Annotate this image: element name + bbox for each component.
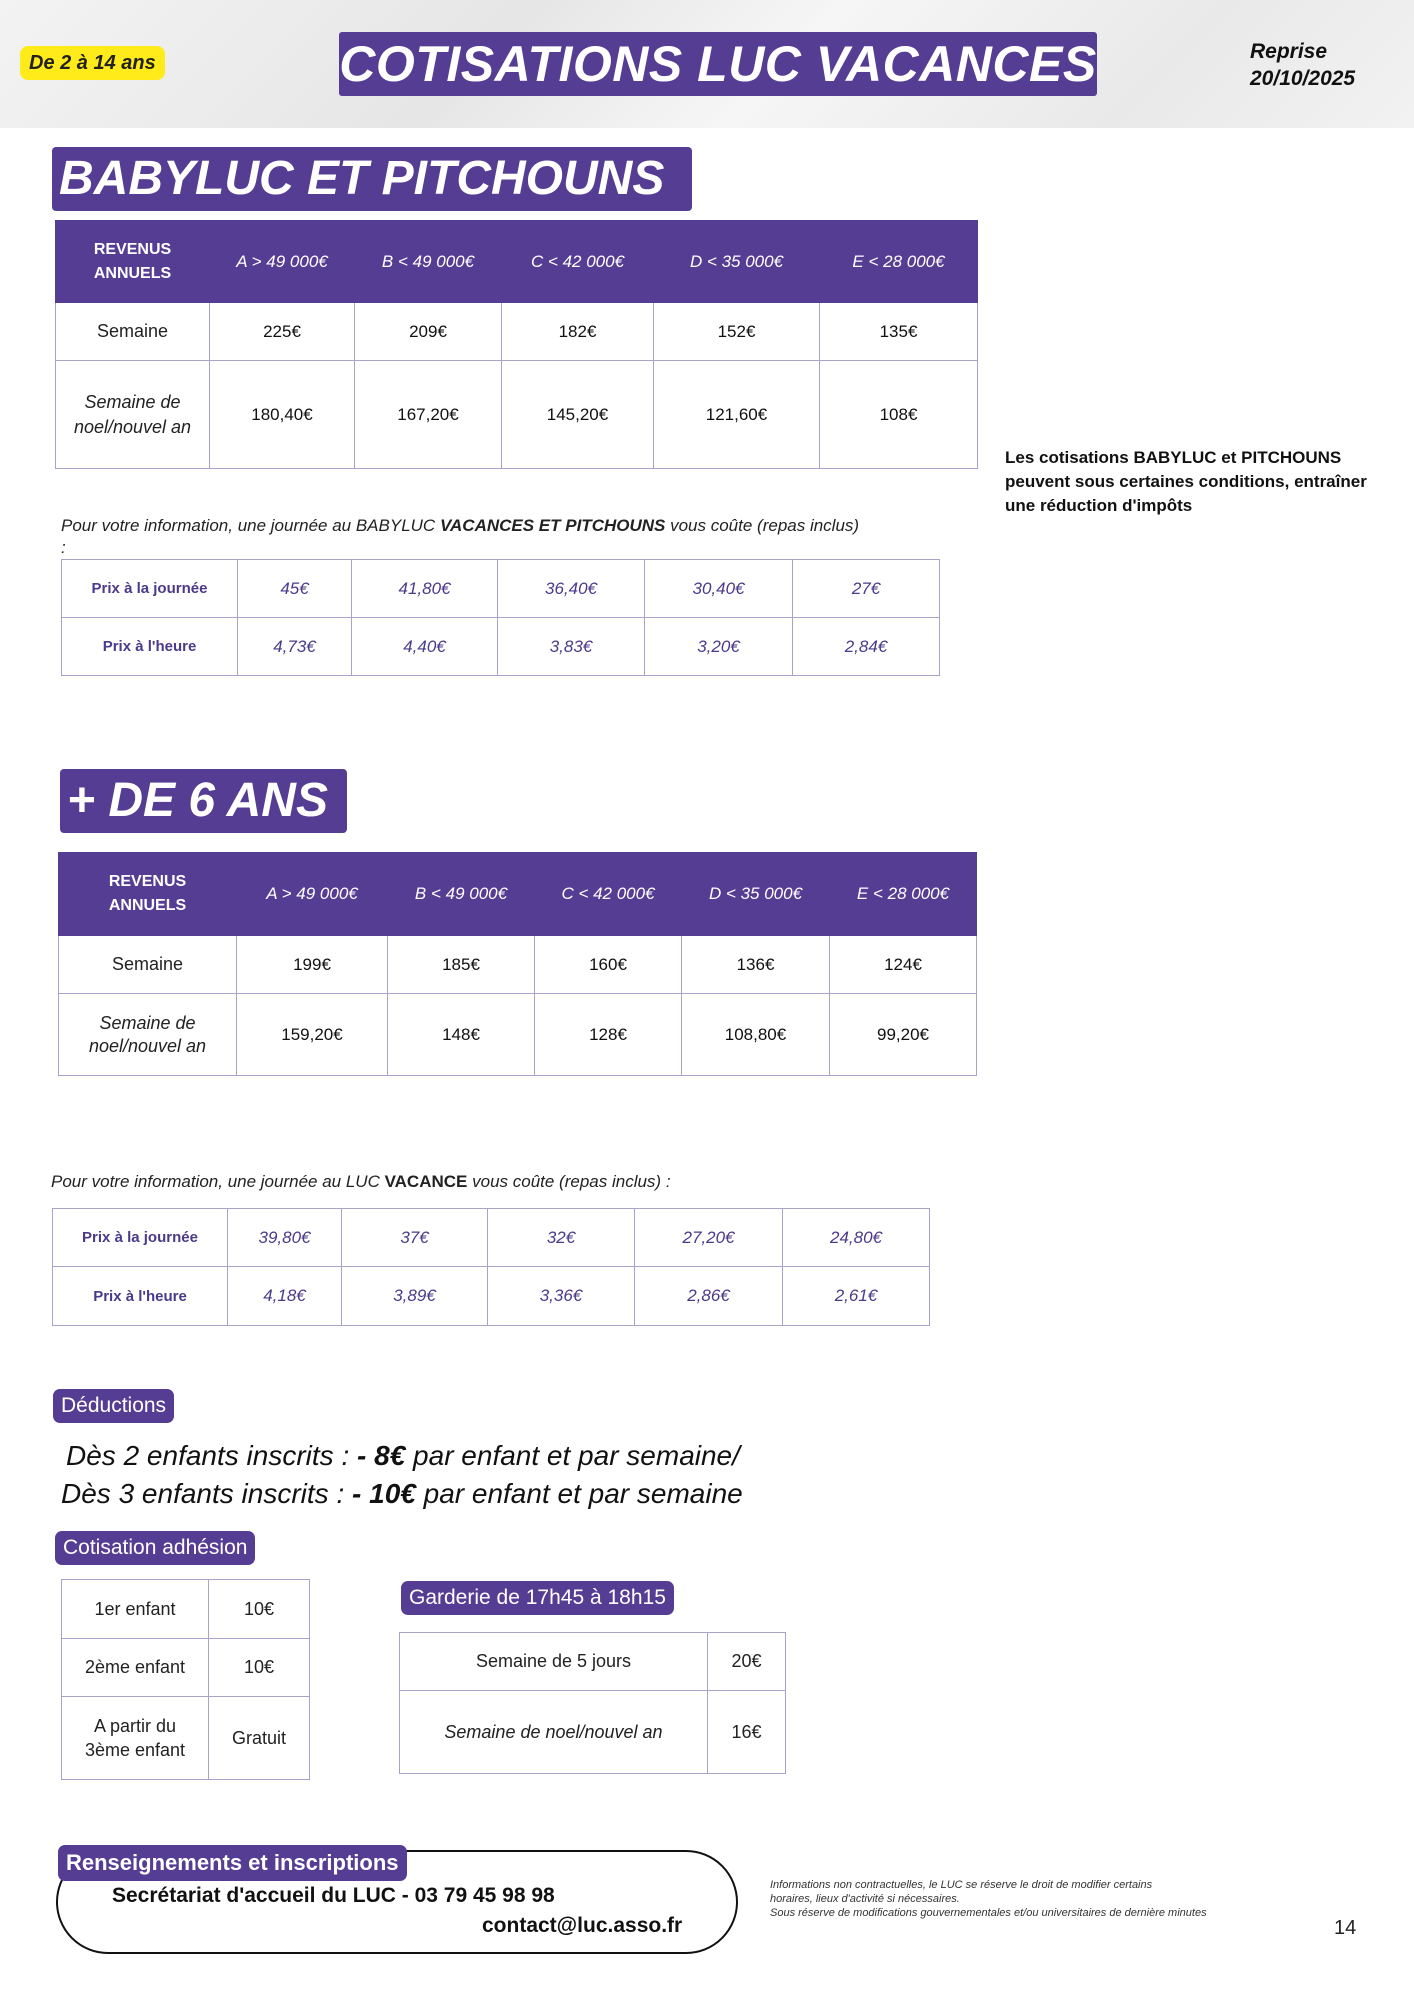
annuels-label: ANNUELS [93,264,172,282]
revenus-label: REVENUS [108,873,187,890]
reprise-value: 20/10/2025 [1250,67,1356,90]
table-header-row [56,221,978,303]
bracket-header: C < 42 000€ [502,221,654,303]
row-label: 1er enfant [62,1580,209,1639]
disclaimer-line: horaires, lieux d'activité si nécessaires. [770,1893,960,1905]
row-label: Semaine de noel/nouvel an [400,1691,708,1774]
price-cell: 99,20€ [830,994,977,1076]
price-cell: 4,18€ [228,1267,342,1326]
price-cell: 128€ [535,994,682,1076]
contact-phone: Secrétariat d'accueil du LUC - 03 79 45 98 98 [112,1884,555,1907]
annuels-label: ANNUELS [108,897,187,914]
price-cell: 136€ [682,936,830,994]
deduction-line-3-children [61,1478,743,1510]
price-cell: 3,36€ [488,1267,635,1326]
price-cell: 159,20€ [237,994,388,1076]
price-cell: 108€ [820,361,978,469]
price-cell: 36,40€ [498,560,645,618]
garderie-table [399,1632,786,1774]
bracket-header: B < 49 000€ [388,853,535,936]
page-title: COTISATIONS LUC VACANCES [339,32,1097,96]
table-row [59,936,977,994]
price-cell: 2,86€ [635,1267,783,1326]
price-cell: 3,20€ [645,618,793,676]
page-number: 14 [1334,1917,1357,1939]
reprise-date [1250,38,1355,92]
plus6-daily-table [52,1208,930,1326]
price-cell: 45€ [238,560,352,618]
reprise-label: Reprise [1250,40,1328,63]
deduction-line-2-children [66,1440,740,1472]
tax-reduction-note: Les cotisations BABYLUC et PITCHOUNS peuvent sous certaines conditions, entraîner une réduction d'impôts [1005,448,1367,515]
table-row [56,303,978,361]
table-row [62,618,940,676]
price-cell: 185€ [388,936,535,994]
price-cell: 121,60€ [654,361,820,469]
table-row [62,560,940,618]
price-cell: 182€ [502,303,654,361]
price-cell: 124€ [830,936,977,994]
bracket-header: B < 49 000€ [355,221,502,303]
table-row [62,1697,310,1780]
info-bold: VACANCE [384,1172,468,1191]
row-label: Prix à la journée [62,560,238,618]
section-title-babyluc: BABYLUC ET PITCHOUNS [52,147,692,211]
row-label: 2ème enfant [62,1639,209,1697]
price-cell: 30,40€ [645,560,793,618]
price-cell: 37€ [342,1209,488,1267]
adhesion-table [61,1579,310,1780]
price-cell: 152€ [654,303,820,361]
info-suffix: vous coûte (repas inclus) [665,516,860,535]
price-cell: 27,20€ [635,1209,783,1267]
price-cell: 24,80€ [783,1209,930,1267]
deduction-prefix: Dès 3 enfants inscrits : [61,1478,353,1509]
row-label: Prix à l'heure [62,618,238,676]
table-row [59,994,977,1076]
contact-email[interactable]: contact@luc.asso.fr [482,1914,683,1937]
table-row [400,1633,786,1691]
price-cell: 209€ [355,303,502,361]
deduction-amount: - 10€ [352,1478,416,1509]
info-prefix: Pour votre information, une journée au LUC [51,1172,385,1191]
disclaimer-line: Sous réserve de modifications gouvernementales et/ou universitaires de dernière minutes [770,1907,1207,1919]
price-cell: 10€ [209,1639,310,1697]
price-cell: 167,20€ [355,361,502,469]
bracket-header: E < 28 000€ [820,221,978,303]
price-cell: 2,84€ [793,618,940,676]
price-cell: 3,83€ [498,618,645,676]
bracket-header: C < 42 000€ [535,853,682,936]
info-colon: : [61,538,66,557]
table-row [53,1209,930,1267]
price-cell: 4,40€ [352,618,498,676]
price-cell: 2,61€ [783,1267,930,1326]
price-cell: 160€ [535,936,682,994]
revenus-label: REVENUS [93,240,172,258]
row-label: Semaine [59,936,237,994]
price-cell: 39,80€ [228,1209,342,1267]
price-cell: 4,73€ [238,618,352,676]
revenus-header [59,853,237,936]
babyluc-info-text [61,515,1011,559]
price-cell: 199€ [237,936,388,994]
price-cell: 108,80€ [682,994,830,1076]
plus6-info-text [51,1172,951,1192]
babyluc-daily-table [61,559,940,676]
price-cell: 32€ [488,1209,635,1267]
deduction-amount: - 8€ [357,1440,406,1471]
price-cell: 135€ [820,303,978,361]
row-label: Semaine de 5 jours [400,1633,708,1691]
bracket-header: A > 49 000€ [237,853,388,936]
bracket-header: D < 35 000€ [654,221,820,303]
deduction-suffix: par enfant et par semaine [415,1478,743,1509]
price-cell: 41,80€ [352,560,498,618]
price-cell: 20€ [708,1633,786,1691]
age-badge: De 2 à 14 ans [20,46,165,80]
disclaimer-line: Informations non contractuelles, le LUC se réserve le droit de modifier certains [770,1879,1153,1891]
babyluc-rates-table [55,220,978,469]
price-cell: 225€ [210,303,355,361]
info-prefix: Pour votre information, une journée au BABYLUC [61,516,440,535]
price-cell: 180,40€ [210,361,355,469]
table-row [62,1639,310,1697]
section-title-plus6: + DE 6 ANS [60,769,347,833]
bracket-header: A > 49 000€ [210,221,355,303]
table-row [56,361,978,469]
info-suffix: vous coûte (repas inclus) : [467,1172,671,1191]
garderie-title: Garderie de 17h45 à 18h15 [401,1581,674,1615]
table-row [53,1267,930,1326]
price-cell: 27€ [793,560,940,618]
contact-title: Renseignements et inscriptions [58,1845,407,1881]
revenus-header [56,221,210,303]
row-label: A partir du 3ème enfant [62,1697,209,1780]
info-bold: VACANCES ET PITCHOUNS [439,516,666,535]
deduction-suffix: par enfant et par semaine/ [405,1440,740,1471]
row-label: Prix à l'heure [53,1267,228,1326]
adhesion-title: Cotisation adhésion [55,1531,255,1565]
table-header-row [59,853,977,936]
disclaimer [770,1878,1330,1920]
table-row [400,1691,786,1774]
price-cell: 16€ [708,1691,786,1774]
price-cell: 148€ [388,994,535,1076]
row-label: Prix à la journée [53,1209,228,1267]
bracket-header: E < 28 000€ [830,853,977,936]
row-label: Semaine de noel/nouvel an [59,994,237,1076]
row-label: Semaine de noel/nouvel an [56,361,210,469]
price-cell: 145,20€ [502,361,654,469]
price-cell: 3,89€ [342,1267,488,1326]
bracket-header: D < 35 000€ [682,853,830,936]
plus6-rates-table [58,852,977,1076]
row-label: Semaine [56,303,210,361]
price-cell: Gratuit [209,1697,310,1780]
deduction-prefix: Dès 2 enfants inscrits : [66,1440,358,1471]
table-row [62,1580,310,1639]
deductions-title: Déductions [53,1389,174,1423]
price-cell: 10€ [209,1580,310,1639]
